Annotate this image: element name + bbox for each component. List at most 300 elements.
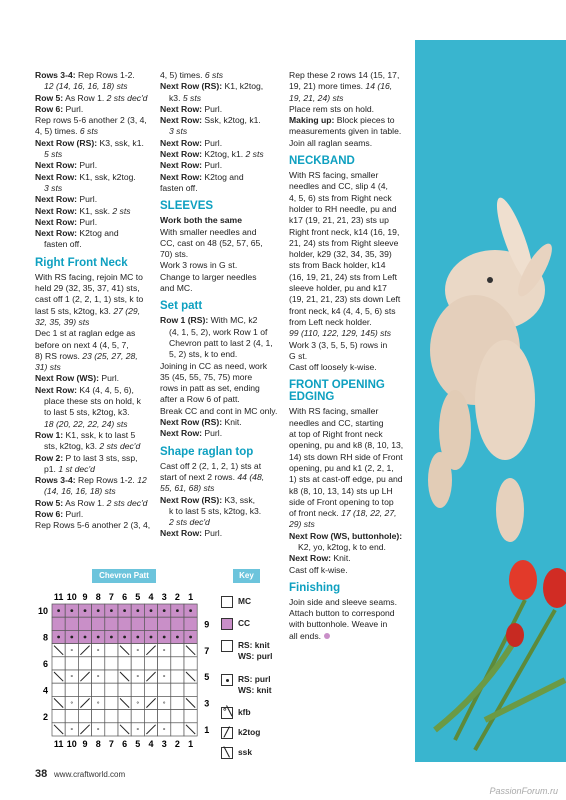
italic-run: 31) sts [35,362,61,373]
bold-run: Row 1 (RS): [160,315,209,326]
text-line [289,93,407,104]
text-run: Work 3 (3, 5, 5, 5) rows in [289,339,388,350]
text-run: with buttonhole. Weave in [289,619,388,630]
chart-cell [92,683,105,696]
italic-run: 2 sts dec'd [106,92,148,103]
text-line [289,215,407,226]
purl-dot [163,609,166,612]
bunny-tulips-photo [415,40,566,762]
text-line [35,396,155,407]
kfb-mark: ° [70,728,74,735]
purl-dot [57,609,60,612]
text-run: Rep rows 5-6 another 2 (3, 4, [35,115,147,126]
kfb-mark: ° [70,675,74,683]
key-swatch [221,674,233,686]
text-run: Change to larger needles [160,271,257,282]
bold-run: Next Row: [289,553,332,564]
chart-cell [144,710,157,723]
text-line [289,138,407,149]
key-swatch: ╱ [221,727,233,739]
text-run: Purl. [77,194,98,205]
text-line [160,428,278,439]
text-run: needles and CC, slip 4 (4, [289,181,388,192]
text-line [160,272,278,283]
text-line [160,327,278,338]
text-run: all ends. [289,630,322,641]
text-line [289,497,407,508]
chart-cell [65,710,78,723]
text-run: With MC, k2 [208,315,258,326]
chart-cell [52,710,65,723]
bold-run: Next Row: [35,205,78,216]
text-run: opening, pu and k1 (2, 2, 1, [289,462,394,473]
text-run: last 5 sts, k2tog, k3. [35,305,114,316]
row-label-left: 2 [42,711,48,722]
text-line [35,294,155,305]
key-swatch [221,640,233,652]
col-number-bottom: 10 [66,739,77,749]
text-line [35,183,155,194]
row-label-right: 9 [204,619,210,630]
text-run: cast off 1 (2, 2, 1, 1) sts, k to [35,294,144,305]
text-run: start of next 2 rows. [160,471,238,482]
text-line [289,362,407,373]
heading-sleeves: SLEEVES [160,200,214,213]
text-run: Join side and sleeve seams. [289,596,397,607]
text-run: As Row 1. [63,92,107,103]
text-line [160,483,278,494]
chart-cell [184,710,197,723]
italic-run: 2 sts dec'd [99,441,141,452]
text-line [289,542,407,553]
footer [35,768,125,780]
chart-title: Chevron Patt [92,569,156,583]
text-run: from Left neck holder. [289,316,372,327]
chart-cell [92,710,105,723]
neckband-instructions [289,170,407,373]
text-line [160,138,278,149]
col-number-bottom: 1 [188,739,194,749]
chart-cell [171,670,184,683]
text-line [289,70,407,81]
chart-cell [158,657,171,670]
kfb-mark: ° [136,728,140,735]
key-label: RS: knit [238,640,270,650]
text-line [160,93,278,104]
text-run: Purl. [63,103,84,114]
bold-run: Next Row: [160,171,203,182]
text-line [289,204,407,215]
text-run: side of Front opening to top [289,496,394,507]
chart-cell [171,617,184,630]
text-run: (4, 1, 5, 2), work Row 1 of [169,326,268,337]
text-run: of front neck. [289,508,342,519]
text-line [160,372,278,383]
col-number-top: 5 [135,592,141,602]
text-run: P to last 3 sts, ssp, [63,452,138,463]
key-swatch: °╲ [221,707,233,719]
italic-run: 5 sts [44,149,63,160]
text-line [289,294,407,305]
chart-cell [105,696,118,709]
text-line [35,172,155,183]
bold-run: Row 6: [35,103,64,114]
text-line [289,249,407,260]
row-label-right: 1 [204,725,210,735]
kfb-mark: ° [96,675,100,683]
col-number-top: 2 [174,592,180,602]
kfb-mark: ° [162,675,166,683]
text-line [289,429,407,440]
text-line [289,115,407,126]
text-line [160,528,278,539]
text-line [35,93,155,104]
text-run: Knit. [331,553,351,564]
text-run: Chevron patt to last 2 (4, 1, [169,337,273,348]
text-line [289,619,407,630]
chart-cell [131,657,144,670]
text-line [160,238,278,249]
kfb-mark: ° [136,675,140,683]
chart-cell [52,657,65,670]
text-run: G st. [289,350,308,361]
col-number-bottom: 5 [135,739,141,749]
italic-run: 1 st dec'd [58,463,95,474]
bold-run: Next Row: [160,103,203,114]
col-number-bottom: 6 [122,739,128,749]
chart-cell [78,657,91,670]
col-number-top: 3 [161,592,167,602]
heading-front-opening-edging: FRONT OPENING EDGING [289,379,385,404]
italic-run: 5 sts [182,92,202,103]
kfb-mark: ° [70,648,74,656]
col-number-bottom: 3 [161,739,167,749]
text-run: fasten off. [44,239,82,250]
key-swatch [221,596,233,608]
bold-run: Row 6: [35,508,64,519]
text-run: Purl. [98,373,120,384]
text-run: Cast off loosely k-wise. [289,362,377,373]
col-number-top: 1 [188,592,194,602]
italic-run: 6 sts [79,126,99,137]
row-label-left: 8 [42,632,48,643]
key-title: Key [233,569,260,583]
column-2 [160,70,278,540]
text-run: With smaller needles and [160,226,257,237]
text-line [289,272,407,283]
text-line [35,115,155,126]
bold-run: Next Row: [35,228,78,239]
key-swatch: ╲ [221,747,233,759]
bold-run: Next Row (RS): [160,417,223,428]
italic-run: (14, 16, 16, 18) sts [44,486,116,497]
purl-dot [123,609,126,612]
text-line [160,461,278,472]
col-number-top: 6 [122,592,128,602]
text-run: to last 5 sts, k2tog, k3. [44,407,130,418]
text-line [289,452,407,463]
chart-cell [171,723,184,736]
purl-dot [70,636,73,639]
text-run: Purl. [63,508,84,519]
text-run: 4, 5) times. [160,70,205,80]
italic-run: 12 (14, 16, 16, 18) sts [44,81,128,92]
text-line [160,349,278,360]
kfb-mark: ° [96,701,100,709]
text-line [35,228,155,239]
row-label-right: 5 [204,672,210,683]
text-line [289,486,407,497]
col-number-bottom: 4 [148,739,154,749]
text-line [35,217,155,228]
text-line [35,385,155,396]
purl-dot [189,636,192,639]
text-line [35,239,155,250]
text-run: Block pieces to [334,115,395,126]
italic-run: 18 (20, 22, 22, 24) sts [44,418,128,429]
text-run: Break CC and cont in MC only. [160,405,278,416]
text-line [289,104,407,115]
kfb-mark: ° [136,701,140,709]
text-line [160,215,278,226]
italic-run: 29) sts [289,519,315,530]
text-run: Purl. [202,103,223,114]
text-line [160,70,278,81]
bold-run: Next Row: [160,115,203,126]
key-label: WS: knit [238,685,272,695]
text-line [35,328,155,339]
kfb-mark: ° [70,701,74,709]
chart-cell [52,617,65,630]
key-label: CC [238,618,251,628]
bold-run: Row 5: [35,92,64,103]
purl-dot [136,609,139,612]
italic-run: 27 (29, [113,305,141,316]
chart-cell [105,723,118,736]
text-run: measurements given in table. [289,126,402,137]
chart-cell [92,617,105,630]
heading-shape-raglan-top: Shape raglan top [160,445,254,458]
text-run: CC, cast on 48 (52, 57, 65, [160,237,263,248]
bold-run: Next Row: [35,160,78,171]
text-run: k17 (19, 21, 21, 23) sts up [289,215,389,226]
text-line [289,328,407,339]
italic-run: 3 sts [169,126,188,137]
chart-cell [65,683,78,696]
text-line [289,317,407,328]
italic-run: 14 (16, [365,81,393,92]
text-line [160,495,278,506]
italic-run: 2 sts [245,149,264,160]
col-number-bottom: 7 [108,739,114,749]
text-line [35,453,155,464]
footer-url: www.craftworld.com [54,770,126,779]
text-run: 5, 2) sts, k to end. [169,349,238,360]
purl-dot [84,609,87,612]
bold-run: Next Row: [35,171,78,182]
text-line [160,406,278,417]
bold-run: Next Row: [160,428,203,439]
text-line [160,383,278,394]
bold-run: Row 5: [35,497,64,508]
text-line [35,149,155,160]
heading-right-front-neck: Right Front Neck [35,256,128,269]
chart-cell [52,683,65,696]
text-line [35,81,155,92]
chart-cell [184,683,197,696]
italic-run: 6 sts [204,70,224,80]
bold-run: Next Row (RS): [35,137,98,148]
bold-run: Next Row (RS): [160,494,223,505]
text-line [289,81,407,92]
text-line [289,608,407,619]
text-run: (16, 19, 21, 24) sts from Left [289,271,397,282]
text-run: after a Row 6 of patt. [160,394,240,405]
heading-set-patt: Set patt [160,300,203,313]
text-line [289,508,407,519]
kfb-mark: ° [96,648,100,656]
text-line [160,183,278,194]
text-run: Rep these 2 rows 14 (15, 17, [289,70,400,80]
text-run: and MC. [160,283,193,294]
text-line [35,430,155,441]
chart-cell [105,657,118,670]
col-number-bottom: 9 [82,739,88,749]
chart-cell [118,683,131,696]
text-line [289,631,407,642]
chart-cell [105,670,118,683]
text-run: Attach button to correspond [289,608,395,619]
text-line [35,498,155,509]
purl-dot [176,636,179,639]
text-line [35,194,155,205]
heading-neckband: NECKBAND [289,155,355,168]
text-run: 70) sts. [160,249,189,260]
chart-cell [92,657,105,670]
text-run: 4, 5, 6) sts from Right neck [289,192,392,203]
text-run: K2, yo, k2tog, k to end. [298,541,386,552]
italic-run: 3 sts [44,182,63,193]
chart-cell [65,657,78,670]
key-label: ssk [238,747,252,757]
text-run: K3, ssk, [222,494,256,505]
text-run: sts from Back holder, k14 [289,260,386,271]
bold-run: Next Row (WS, buttonhole): [289,530,403,541]
chart-cell [144,657,157,670]
key-label: kfb [238,707,251,717]
text-run: rows in patt as set, ending [160,383,260,394]
text-run: 35 (45, 55, 75, 75) more [160,371,253,382]
text-run: Right front neck, k14 (16, 19, [289,226,400,237]
chart-cell [158,683,171,696]
row-label-left: 10 [37,606,48,617]
column-3 [289,70,407,642]
key-label: k2tog [238,727,261,737]
purl-dot [84,636,87,639]
text-line [289,126,407,137]
purl-dot [110,636,113,639]
row-label-left: 4 [42,685,48,696]
text-run: Ssk, k2tog, k1. [202,115,261,126]
key-label: RS: purl [238,674,271,684]
chart-cell [184,657,197,670]
italic-run: 55, 61, 68) sts [160,483,215,494]
text-run: K1, ssk. [77,205,113,216]
text-line [289,351,407,362]
text-line [160,172,278,183]
purl-dot [57,636,60,639]
col-number-bottom: 2 [174,739,180,749]
col-number-bottom: 11 [53,739,64,749]
text-run: opening, pu and k8 (8, 10, 13, [289,440,404,451]
text-run: Purl. [202,428,223,439]
bold-run: Next Row: [35,194,78,205]
chart-cell [118,657,131,670]
text-run: place these sts on hold, k [44,396,141,407]
italic-run: 32, 35, 39) sts [35,316,90,327]
text-line [289,418,407,429]
text-line [35,373,155,384]
text-run: Joining in CC as need, work [160,360,267,371]
text-run: Rep Rows 1-2. [75,70,135,80]
text-line [289,227,407,238]
chart-cell [144,617,157,630]
set-patt-instructions [160,315,278,439]
text-run: 1) sts at cast-off edge, pu and [289,474,403,485]
purl-dot [97,636,100,639]
chart-cell [171,683,184,696]
text-run: Purl. [202,160,223,171]
col2-instructions-top [160,70,278,194]
chart-cell [78,683,91,696]
chart-cell [158,710,171,723]
chart-cell [118,617,131,630]
text-line [35,419,155,430]
bold-run: Next Row (WS): [35,373,99,384]
italic-run: 2 sts dec'd [169,517,210,528]
text-line [289,181,407,192]
text-run: K2tog and [77,228,119,239]
text-run: before on next 4 (4, 5, 7, [35,339,129,350]
italic-run: 23 (25, 27, 28, [82,350,138,361]
text-run: As Row 1. [63,497,107,508]
text-line [35,306,155,317]
text-run: With RS facing, smaller [289,170,379,181]
text-line [289,597,407,608]
kfb-mark: ° [162,648,166,656]
page-number: 38 [35,768,48,780]
text-run: Purl. [77,160,98,171]
col3-instructions-top [289,70,407,149]
italic-run: 17 (18, 22, 27, [341,508,397,519]
text-line [160,394,278,405]
chart-cell [144,683,157,696]
purl-dot [110,609,113,612]
text-line [35,126,155,137]
text-run: front neck, k4 (4, 4, 5, 6) sts [289,305,396,316]
chart-cell [171,710,184,723]
purl-dot [123,636,126,639]
chart-cell [171,696,184,709]
edging-instructions [289,406,407,575]
text-line [160,417,278,428]
text-run: K1, k2tog, [222,81,264,92]
chart-cell [118,710,131,723]
text-run: K2tog, k1. [202,149,246,160]
text-line [35,272,155,283]
text-run: held 29 (32, 35, 37, 41) sts, [35,283,140,294]
text-line [289,565,407,576]
